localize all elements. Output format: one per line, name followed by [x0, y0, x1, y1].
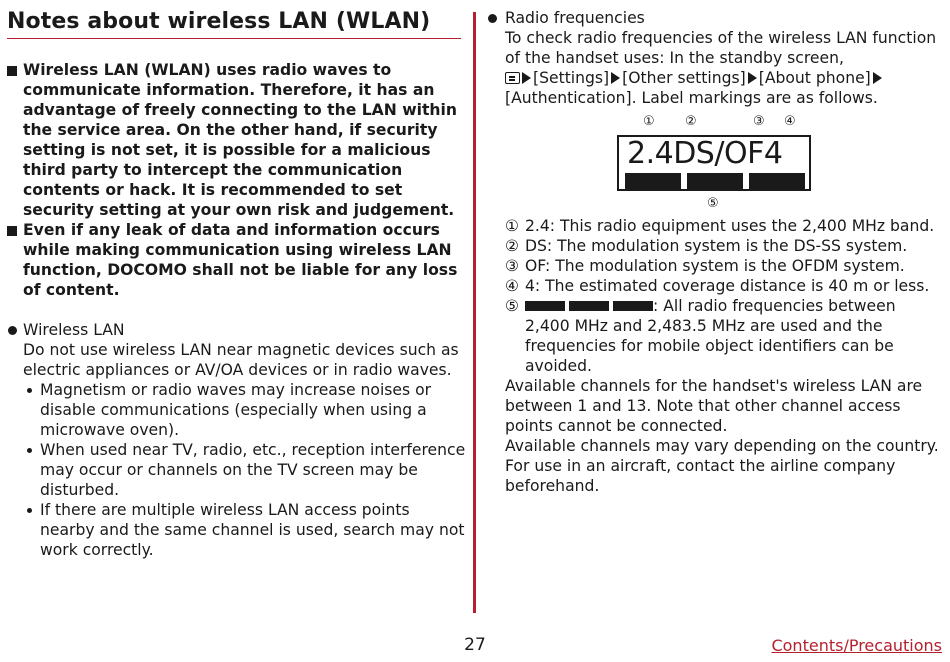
label-bar [687, 173, 743, 189]
arrow-right-icon [522, 72, 531, 84]
notice-item [7, 220, 467, 300]
marker-3: ③ [753, 114, 765, 129]
label-box [617, 135, 811, 191]
bar-mark [525, 301, 565, 311]
page-number: 27 [464, 635, 486, 655]
dot-icon [27, 448, 32, 453]
marking-explanations [487, 216, 945, 376]
notice-text: Even if any leak of data and information occurs while making communication using wireless LAN function, DOCOMO shall not be liable for any loss of content. [23, 221, 458, 299]
section-heading [487, 8, 945, 28]
arrow-right-icon [873, 72, 882, 84]
item-number: ② [505, 237, 519, 255]
country-text: Available channels may vary depending on the country. For use in an aircraft, contact the airline company beforehand. [505, 437, 939, 495]
list-item-text: If there are multiple wireless LAN access points nearby and the same channel is used, search may not work correctly. [40, 501, 465, 559]
item-number: ④ [505, 277, 519, 295]
square-bullet-icon [7, 226, 17, 236]
label-marking-figure [487, 112, 945, 216]
list-item [7, 500, 467, 560]
label-bar [749, 173, 805, 189]
list-item [487, 216, 945, 236]
item-text: DS: The modulation system is the DS-SS system. [525, 237, 908, 255]
radio-instructions [487, 28, 945, 108]
notice-text: Wireless LAN (WLAN) uses radio waves to communicate information. Therefore, it has an advantage of freely connecting to the LAN within the service area. On the other hand, if security setting is not set, it is possible for a malicious third party to intercept the communication contents or hack. It is recommended to set security setting at your own risk and judgement. [23, 61, 457, 219]
list-item [487, 236, 945, 256]
label-bar [625, 173, 681, 189]
dot-icon [27, 508, 32, 513]
arrow-right-icon [611, 72, 620, 84]
item-number: ③ [505, 257, 519, 275]
item-number: ⑤ [505, 297, 519, 315]
square-bullet-icon [7, 66, 17, 76]
item-text: : All radio frequencies between 2,400 MHz and 2,483.5 MHz are used and the frequencies for mobile object identifiers can be avoided. [525, 297, 896, 375]
marker-1: ① [643, 114, 655, 129]
path-settings: [Settings] [533, 69, 610, 87]
path-suffix: . Label markings are as follows. [631, 89, 878, 107]
item-text: 4: The estimated coverage distance is 40 m or less. [525, 277, 930, 295]
wireless-lan-section [7, 320, 467, 560]
list-item [487, 256, 945, 276]
menu-key-icon [505, 72, 520, 84]
path-other-settings: [Other settings] [622, 69, 746, 87]
left-column [7, 0, 467, 560]
round-bullet-icon [488, 14, 497, 23]
round-bullet-icon [8, 326, 17, 335]
column-divider [473, 12, 476, 613]
item-text: OF: The modulation system is the OFDM system. [525, 257, 905, 275]
bullet-list [7, 380, 467, 560]
bar-mark [569, 301, 609, 311]
marker-4: ④ [784, 114, 796, 129]
notice-item [7, 60, 467, 220]
list-item-text: Magnetism or radio waves may increase noises or disable communications (especially when using a microwave oven). [40, 381, 432, 439]
dot-icon [27, 388, 32, 393]
bar-mark [613, 301, 653, 311]
section-heading-text: Wireless LAN [23, 321, 125, 339]
section-heading [7, 320, 467, 340]
arrow-right-icon [748, 72, 757, 84]
right-column [487, 8, 945, 496]
list-item [7, 440, 467, 500]
list-item [487, 296, 945, 376]
section-heading-text: Radio frequencies [505, 9, 645, 27]
channels-text: Available channels for the handset's wireless LAN are between 1 and 13. Note that other channel access points cannot be connected. [505, 377, 923, 435]
instructions-text: To check radio frequencies of the wireless LAN function of the handset uses: In the standby screen, [505, 29, 937, 67]
marker-5: ⑤ [707, 196, 719, 211]
path-authentication: [Authentication] [505, 89, 632, 107]
page-title: Notes about wireless LAN (WLAN) [7, 7, 461, 39]
section-text: Do not use wireless LAN near magnetic devices such as electric appliances or AV/OA devices or in radio waves. [23, 341, 459, 379]
contents-precautions-link[interactable]: Contents/Precautions [771, 636, 942, 655]
label-text: 2.4DS/OF4 [627, 136, 783, 171]
list-item [487, 276, 945, 296]
list-item [7, 380, 467, 440]
item-number: ① [505, 217, 519, 235]
item-text: 2.4: This radio equipment uses the 2,400 MHz band. [525, 217, 935, 235]
path-about-phone: [About phone] [758, 69, 871, 87]
list-item-text: When used near TV, radio, etc., reception interference may occur or channels on the TV screen may be disturbed. [40, 441, 466, 499]
marker-2: ② [685, 114, 697, 129]
